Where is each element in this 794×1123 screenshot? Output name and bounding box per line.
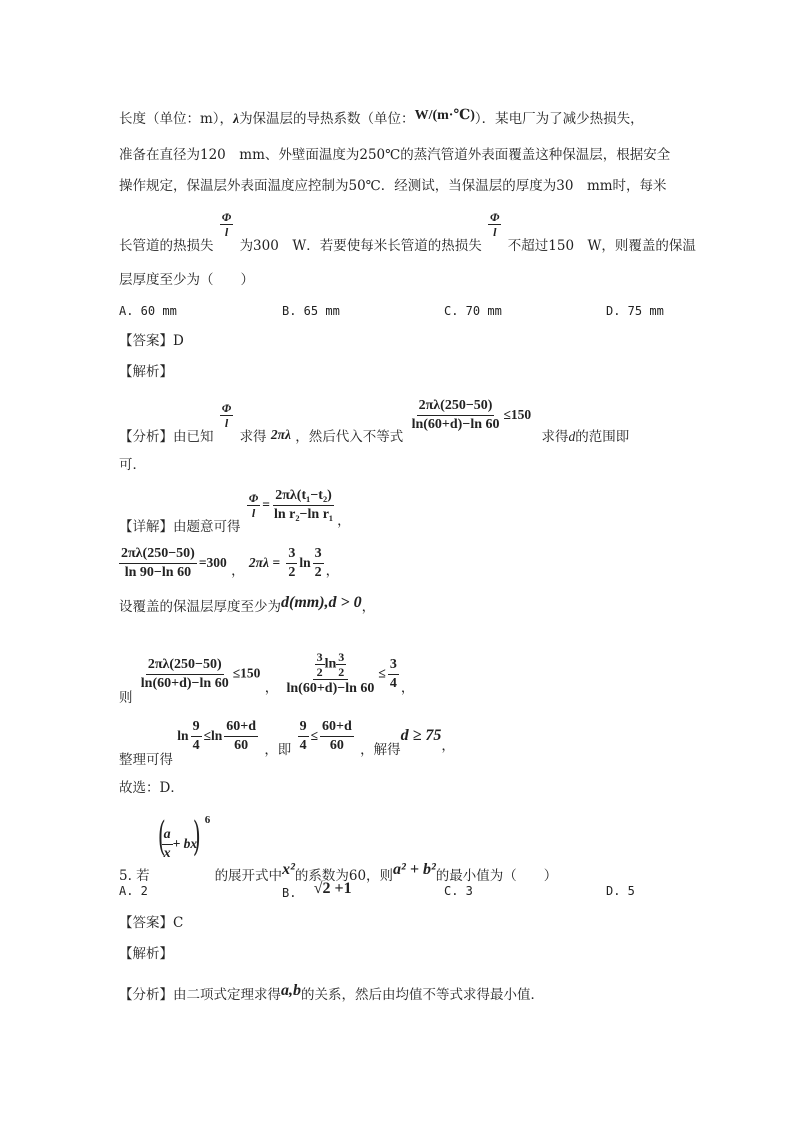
q4-option-a: A. 60 mm xyxy=(119,304,177,318)
q4-line4: 长管道的热损失 $\frac{\Phi}{l}$ 为300 W．若要使每米长管道的热损失 $\frac{\Phi}{l}$ 不超过150 W，则覆盖的保温 xyxy=(119,210,696,254)
q5-analysis-title: 【解析】 xyxy=(119,946,173,962)
q4-detail-line2: $\frac{2\pi\lambda(250-50)}{\ln 90-\ln 60}$ =300 ， 2πλ = $\frac{3}{2}$ ln $\frac{3}{2}$ ， xyxy=(121,546,340,580)
unit-expression: W/(m·℃) xyxy=(414,108,475,123)
q4-simplify-line: 整理可得 ln $\frac{9}{4}$ ≤ln $\frac{60+d}{60}$ ，即 $\frac{9}{4}$ ≤ $\frac{60+d}{60}$ ，解得d ≥ 75， xyxy=(119,719,455,768)
q5-stem: 5. 若 ( $\frac{a}{x}$ + bx) $^6$ 的展开式中x²的系数为60，则a² + b²的最小值为（ ） xyxy=(119,813,558,884)
heat-loss-formula: $\frac{\text{2πλ(t₁−t₂)}}{\text{ln r₂−ln r₁}}$ xyxy=(273,488,334,522)
phi-over-l-fraction-2: $\frac{\Phi}{l}$ xyxy=(490,210,500,239)
q4-fenxi-end: 可． xyxy=(119,457,146,473)
q5-option-d: D. 5 xyxy=(606,884,635,898)
lambda-symbol: λ xyxy=(233,111,240,126)
q4-set-line: 设覆盖的保温层厚度至少为d(mm),d > 0， xyxy=(119,594,376,615)
q4-line2: 准备在直径为120 mm、外壁面温度为250℃的蒸汽管道外表面覆盖这种保温层，根据安全 xyxy=(119,147,671,163)
q4-option-c: C. 70 mm xyxy=(444,304,502,318)
eq1-fraction: $\frac{2\pi\lambda(250-50)}{\ln 90-\ln 60}$ xyxy=(121,546,195,580)
q4-detail-line1: 【详解】由题意可得 $\frac{\Phi}{l}$ = $\frac{\text{2πλ(t₁−t₂)}}{\text{ln r₂−ln r₁}}$ ， xyxy=(119,488,351,535)
q4-then-line: 则 $\frac{2\pi\lambda(250-50)}{\ln(60+d)-\ln 60}$ ≤150 ， $\frac{3}{2}$ ln $\frac{3}{2}$ ln(60+d)−ln 60 ≤ $\frac{3}{4}$ ， xyxy=(119,650,415,706)
q4-option-d: D. 75 mm xyxy=(606,304,664,318)
inequality-fraction: $\frac{2\pi\lambda(250-50)}{\ln(60+d)-\ln 60}$ xyxy=(411,398,500,432)
q4-conclusion: 故选：D． xyxy=(119,780,184,796)
q4-line3: 操作规定，保温层外表面温度应控制为50℃．经测试，当保温层的厚度为30 mm时，每米 xyxy=(119,178,667,194)
q5-option-b: B. √2 +1 xyxy=(282,880,352,900)
q4-answer: 【答案】D xyxy=(119,333,184,349)
q5-option-c: C. 3 xyxy=(444,884,473,898)
phi-over-l-fraction: $\frac{\Phi}{l}$ xyxy=(221,210,232,239)
q5-fenxi: 【分析】由二项式定理求得a,b的关系，然后由均值不等式求得最小值． xyxy=(119,982,544,1003)
q4-line1: 长度（单位：m），λ为保温层的导热系数（单位：W/(m·℃)）．某电厂为了减少热损失， xyxy=(119,108,644,127)
q4-analysis-title: 【解析】 xyxy=(119,364,173,380)
q5-option-a: A. 2 xyxy=(119,884,148,898)
q4-option-b: B. 65 mm xyxy=(282,304,340,318)
q5-answer: 【答案】C xyxy=(119,915,184,931)
q4-line5: 层厚度至少为（ ） xyxy=(119,272,254,288)
phi-over-l-fraction-3: $\frac{\Phi}{l}$ xyxy=(221,401,232,430)
q4-fenxi: 【分析】由已知 $\frac{\Phi}{l}$ 求得 2πλ ，然后代入不等式 $\frac{2\pi\lambda(250-50)}{\ln(60+d)-\ln 60}$ ≤150 求得d的范围即 xyxy=(119,398,630,445)
